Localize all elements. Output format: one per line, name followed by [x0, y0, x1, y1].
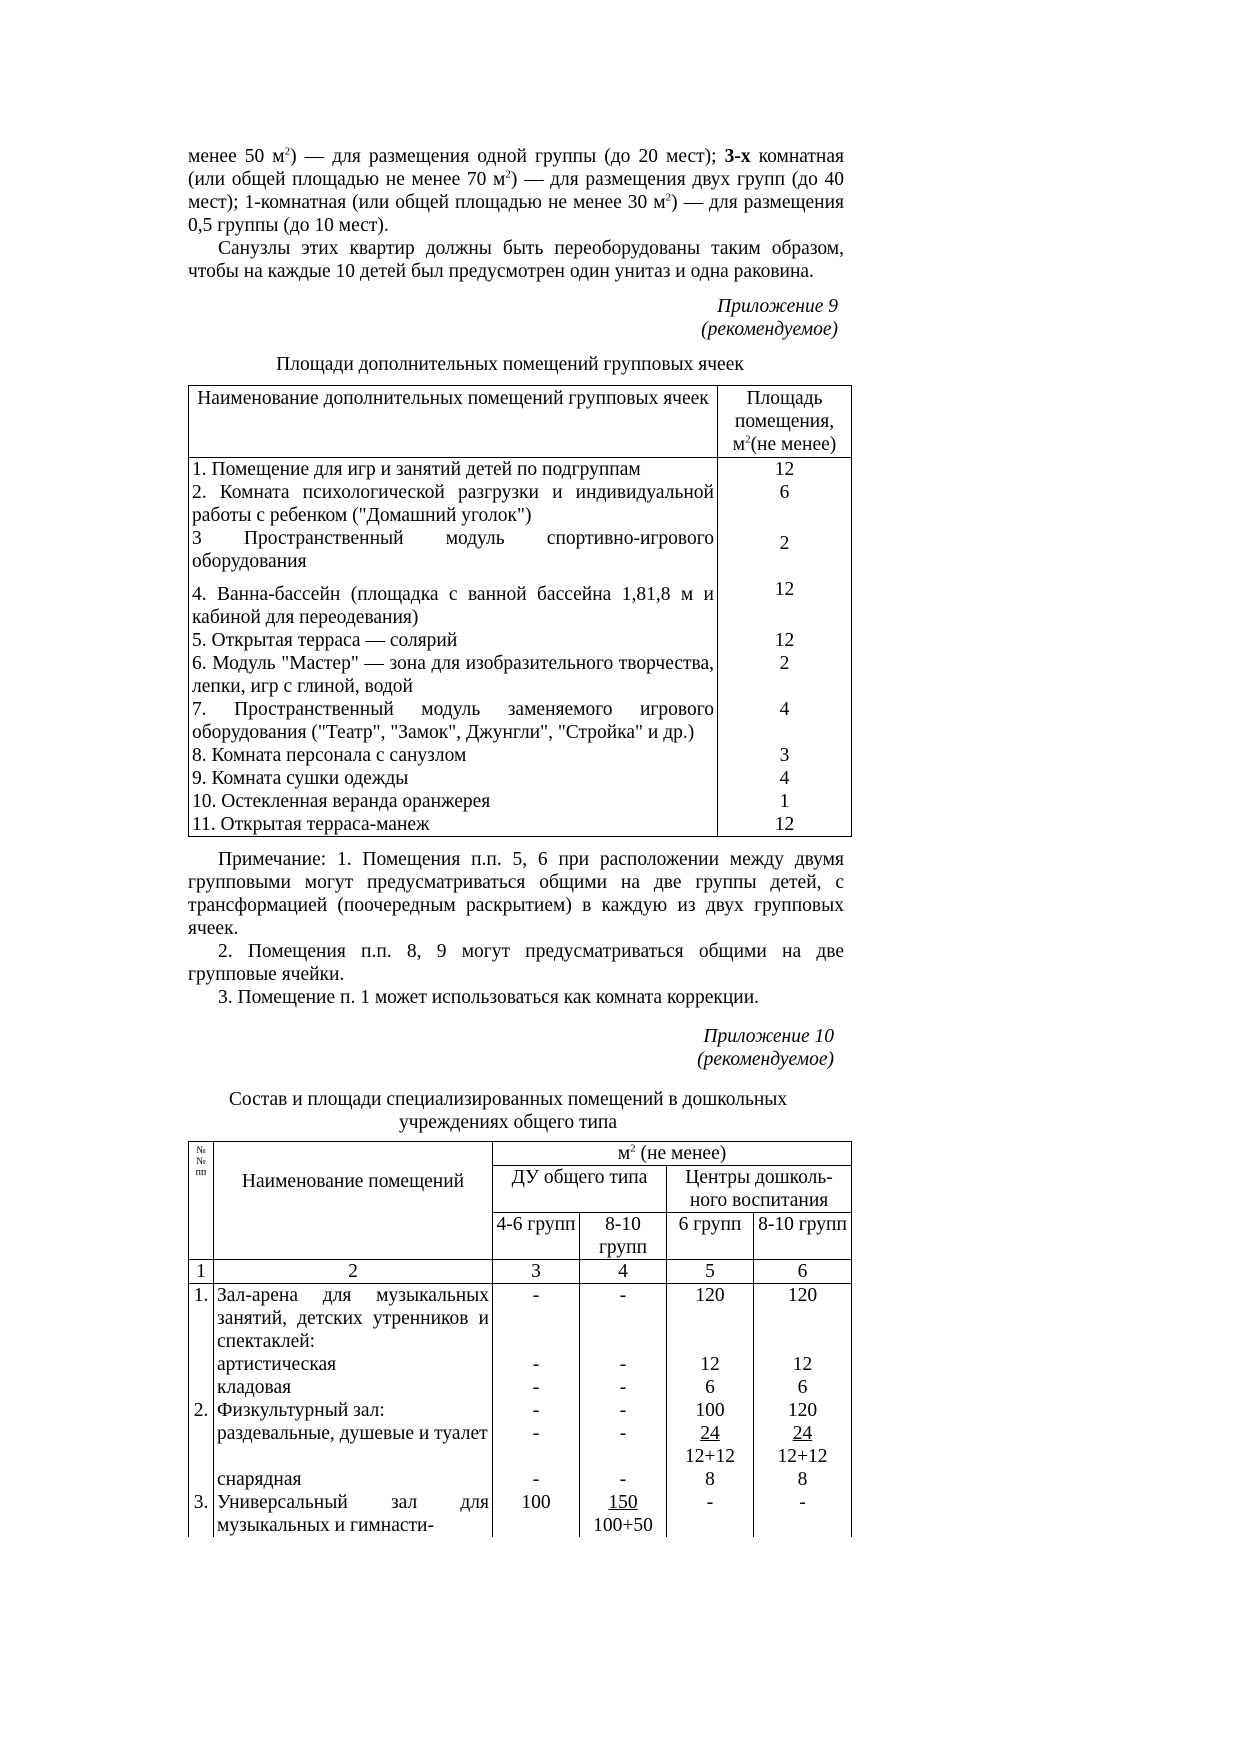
note-1: Примечание: 1. Помещения п.п. 5, 6 при расположении между двумя групповыми могут предусматриваться общими на две группы детей, с трансформацией (поочередным раскрытием) в каждую из двух групповых ячеек. [188, 849, 844, 939]
header-col-4: 8-10 групп [580, 1213, 667, 1260]
table-row: кладовая - - 6 6 [189, 1376, 852, 1399]
table-row: 11. Открытая терраса-манеж 12 [189, 813, 852, 837]
table-row: 1. Зал-арена для музыкальных занятий, детских утренников и спектаклей: - - 120 120 [189, 1284, 852, 1354]
column-number-row: 1 2 3 4 5 6 [189, 1260, 852, 1284]
header-room-name: Наименование дополнительных помещений групповых ячеек [189, 386, 718, 458]
table-row: 9. Комната сушки одежды 4 [189, 767, 852, 790]
table-row: 2. Физкультурный зал: - - 100 120 [189, 1399, 852, 1422]
header-centers: Центры дошколь-ного воспитания [667, 1166, 852, 1213]
table-row: 3 Пространственный модуль спортивно-игрового оборудования 2 [189, 527, 852, 573]
intro-paragraph: менее 50 $м^2$) — для размещения одной группы (до 20 мест); 3-х комнатная (или общей площадью не менее 70 $м^2$) — для размещения двух групп (до 40 мест); 1-комнатная (или общей площадью не менее 30 $м^2$) — для размещения 0,5 группы (до 10 мест). [188, 145, 845, 236]
notes-block [188, 848, 844, 1009]
header-col-5: 6 групп [667, 1213, 754, 1260]
header-col-6: 8-10 групп [754, 1213, 852, 1260]
table-header-row [189, 386, 852, 458]
sanitary-paragraph: Санузлы этих квартир должны быть переоборудованы таким образом, чтобы на каждые 10 детей был предусмотрен один унитаз и одна раковина. [188, 238, 844, 282]
table-row: артистическая - - 12 12 [189, 1353, 852, 1376]
header-room-name: Наименование помещений [214, 1142, 493, 1260]
table-row: 8. Комната персонала с санузлом 3 [189, 744, 852, 767]
table-row: 2. Комната психологической разгрузки и индивидуальной работы с ребенком ("Домашний уголок") 6 [189, 481, 852, 527]
table-row: 6. Модуль "Мастер" — зона для изобразительного творчества, лепки, игр с глиной, водой 2 [189, 652, 852, 698]
document-page [188, 145, 847, 1537]
table-1-caption: Площади дополнительных помещений групповых ячеек [276, 354, 744, 375]
appendix-9-label: Приложение 9 (рекомендуемое) [701, 296, 838, 340]
header-area: $м^2$ (не менее) [493, 1142, 852, 1166]
header-room-area: Площадь помещения, $м^2(не$ менее) [718, 386, 852, 458]
note-2: 2. Помещения п.п. 8, 9 могут предусматриваться общими на две групповые ячейки. [188, 941, 844, 985]
table-2-caption: Состав и площади специализированных помещений в дошкольных учреждениях общего типа [228, 1089, 788, 1133]
table-row: 3. Универсальный зал для музыкальных и гимнасти- 100 150 100+50 - - [189, 1491, 852, 1537]
header-number: № № пп [189, 1142, 214, 1260]
header-du: ДУ общего типа [493, 1166, 667, 1213]
header-col-3: 4-6 групп [493, 1213, 580, 1260]
table-header-row [189, 1142, 852, 1166]
additional-rooms-table [188, 385, 852, 837]
table-row: 7. Пространственный модуль заменяемого игрового оборудования ("Театр", "Замок", Джунгли", "Стройка" и др.) 4 [189, 698, 852, 744]
table-row: 5. Открытая терраса — солярий 12 [189, 629, 852, 652]
table-row: 1. Помещение для игр и занятий детей по подгруппам 12 [189, 458, 852, 482]
table-row: 10. Остекленная веранда оранжерея 1 [189, 790, 852, 813]
table-row: раздевальные, душевые и туалет - - 24 12+12 24 12+12 [189, 1422, 852, 1468]
appendix-10-label: Приложение 10 (рекомендуемое) [697, 1026, 834, 1070]
table-row: 4. Ванна-бассейн (площадка с ванной бассейна 1,81,8 м и кабиной для переодевания) 12 [189, 573, 852, 629]
table-row: снарядная - - 8 8 [189, 1468, 852, 1491]
note-3: 3. Помещение п. 1 может использоваться как комната коррекции. [218, 987, 760, 1008]
specialized-rooms-table [188, 1141, 852, 1537]
